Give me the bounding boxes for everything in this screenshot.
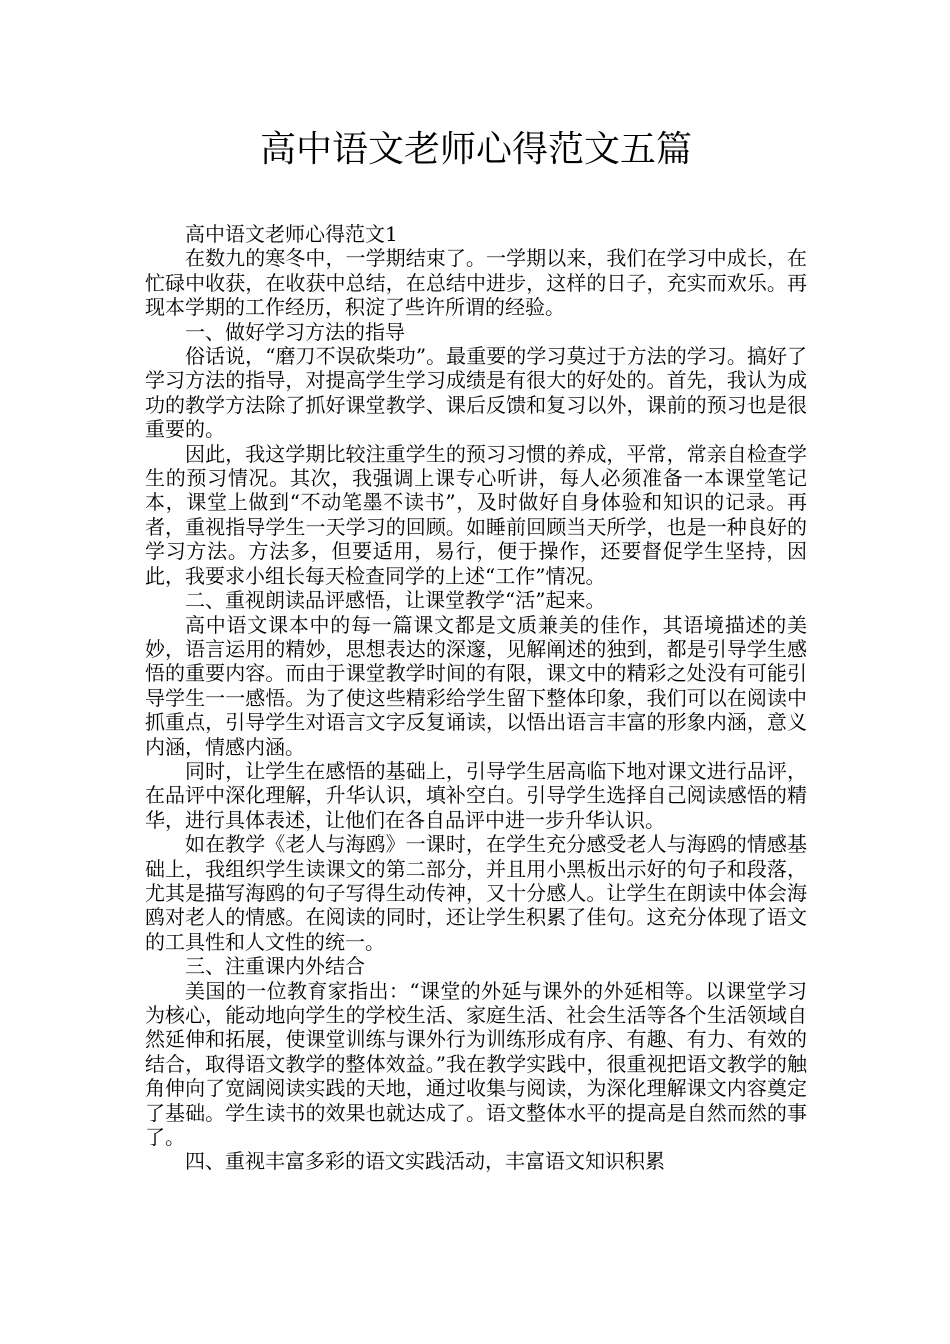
section-heading-2: 二、重视朗读品评感悟，让课堂教学“活”起来。 [185, 588, 606, 613]
document-title: 高中语文老师心得范文五篇 [259, 129, 692, 170]
paragraph: 因此，我这学期比较注重学生的预习习惯的养成，平常，常亲自检查学生的预习情况。其次，我强调上课专心听讲，每人必须准备一本课堂笔记本，课堂上做到“不动笔墨不读书”，及时做好自身体验和知识的记录。再者，重视指导学生一天学习的回顾。如睡前回顾当天所学，也是一种良好的学习方法。方法多，但要适用，易行，便于操作，还要督促学生坚持，因此，我要求小组长每天检查同学的上述“工作”情况。 [145, 441, 807, 588]
section-heading-1: 一、做好学习方法的指导 [185, 319, 405, 344]
section-heading-3: 三、注重课内外结合 [185, 954, 365, 979]
document-body [145, 222, 807, 1174]
section-heading-4: 四、重视丰富多彩的语文实践活动，丰富语文知识积累 [185, 1149, 665, 1174]
section-heading-essay-1: 高中语文老师心得范文1 [185, 222, 398, 246]
paragraph-intro: 在数九的寒冬中，一学期结束了。一学期以来，我们在学习中成长，在忙碌中收获，在收获中总结，在总结中进步，这样的日子，充实而欢乐。再现本学期的工作经历，积淀了些许所谓的经验。 [145, 246, 807, 320]
paragraph: 同时，让学生在感悟的基础上，引导学生居高临下地对课文进行品评，在品评中深化理解，升华认识，填补空白。引导学生选择自己阅读感悟的精华，进行具体表述，让他们在各自品评中进一步升华认识。 [145, 758, 807, 832]
paragraph: 俗话说，“磨刀不误砍柴功”。最重要的学习莫过于方法的学习。搞好了学习方法的指导，对提高学生学习成绩是有很大的好处的。首先，我认为成功的教学方法除了抓好课堂教学、课后反馈和复习以外，课前的预习也是很重要的。 [145, 344, 807, 442]
paragraph: 如在教学《老人与海鸥》一课时，在学生充分感受老人与海鸥的情感基础上，我组织学生读课文的第二部分，并且用小黑板出示好的句子和段落，尤其是描写海鸥的句子写得生动传神，又十分感人。让学生在朗读中体会海鸥对老人的情感。在阅读的同时，还让学生积累了佳句。这充分体现了语文的工具性和人文性的统一。 [145, 832, 807, 954]
paragraph: 高中语文课本中的每一篇课文都是文质兼美的佳作，其语境描述的美妙，语言运用的精妙，思想表达的深邃，见解阐述的独到，都是引导学生感悟的重要内容。而由于课堂教学时间的有限，课文中的精彩之处没有可能引导学生一一感悟。为了使这些精彩给学生留下整体印象，我们可以在阅读中抓重点，引导学生对语言文字反复诵读，以悟出语言丰富的形象内涵，意义内涵，情感内涵。 [145, 612, 807, 759]
paragraph: 美国的一位教育家指出：“课堂的外延与课外的外延相等。以课堂学习为核心，能动地向学生的学校生活、家庭生活、社会生活等各个生活领域自然延伸和拓展，使课堂训练与课外行为训练形成有序、有趣、有力、有效的结合，取得语文教学的整体效益。”我在教学实践中，很重视把语文教学的触角伸向了宽阔阅读实践的天地，通过收集与阅读，为深化理解课文内容奠定了基础。学生读书的效果也就达成了。语文整体水平的提高是自然而然的事了。 [145, 978, 807, 1150]
